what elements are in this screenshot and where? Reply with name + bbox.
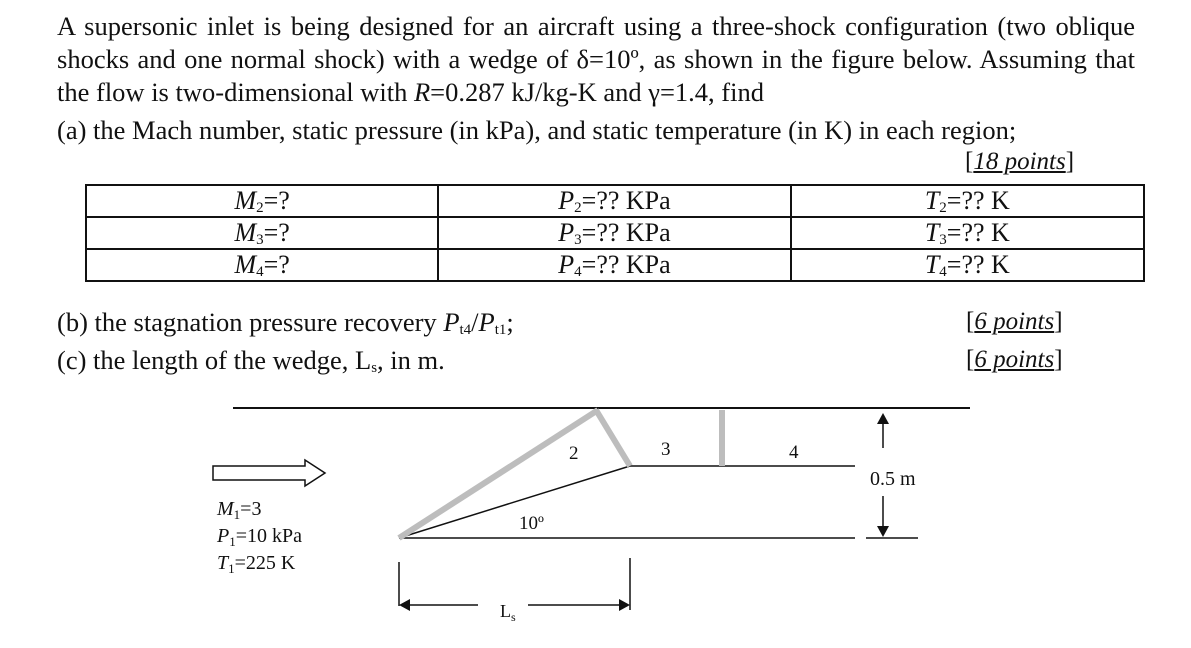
- height-label: 0.5 m: [870, 468, 916, 490]
- part-b-text: (b) the stagnation pressure recovery $P_{t4}/P_{t1}$;: [57, 307, 514, 338]
- angle-label: 10º: [519, 513, 544, 534]
- intro-text: A supersonic inlet is being designed for an aircraft using a three-shock configuration (two oblique shocks and one normal shock) with a wedge of δ=10º, as shown in the figure below. Assuming that the flow is two-dimensional with: [57, 11, 1135, 107]
- pressure-cell: $P_3=$?? KPa: [438, 217, 790, 249]
- gas-constant-symbol: R: [413, 77, 431, 107]
- height-dimension: [866, 413, 918, 538]
- part-b-points: [ 6 points ]: [966, 308, 1063, 336]
- inlet-mach: $M_1=3$: [217, 498, 262, 522]
- part-c-text: (c) the length of the wedge, $L_s$, in m.: [57, 345, 445, 376]
- mach-cell: $M_2=$?: [86, 185, 438, 217]
- pressure-cell: $P_4=$?? KPa: [438, 249, 790, 281]
- region-4-label: 4: [789, 442, 799, 463]
- inlet-pressure: $P_1=10$ kPa: [217, 525, 302, 549]
- mach-cell: $M_3=$?: [86, 217, 438, 249]
- mach-cell: $M_4=$?: [86, 249, 438, 281]
- temperature-cell: $T_4=$?? K: [791, 249, 1144, 281]
- oblique-shock-1: [399, 410, 598, 538]
- pressure-cell: $P_2=$?? KPa: [438, 185, 790, 217]
- region-2-label: 2: [569, 443, 579, 464]
- part-a-points: [ 18 points ]: [965, 148, 1074, 176]
- temperature-cell: $T_2=$?? K: [791, 185, 1144, 217]
- flow-arrow: [213, 460, 325, 486]
- region-3-label: 3: [661, 439, 671, 460]
- temperature-cell: $T_3=$?? K: [791, 217, 1144, 249]
- wedge-ramp: [399, 466, 630, 538]
- length-dimension: [399, 558, 630, 624]
- part-c-points: [ 6 points ]: [966, 346, 1063, 374]
- oblique-shock-2: [596, 410, 630, 466]
- part-a-text: (a) the Mach number, static pressure (in kPa), and static temperature (in K) in each region;: [57, 115, 1017, 145]
- length-label: $L_s$: [500, 601, 516, 624]
- gas-constant-value: =0.287 kJ/kg-K and γ=1.4, find: [430, 77, 764, 107]
- inlet-temperature: $T_1=225$ K: [217, 552, 296, 576]
